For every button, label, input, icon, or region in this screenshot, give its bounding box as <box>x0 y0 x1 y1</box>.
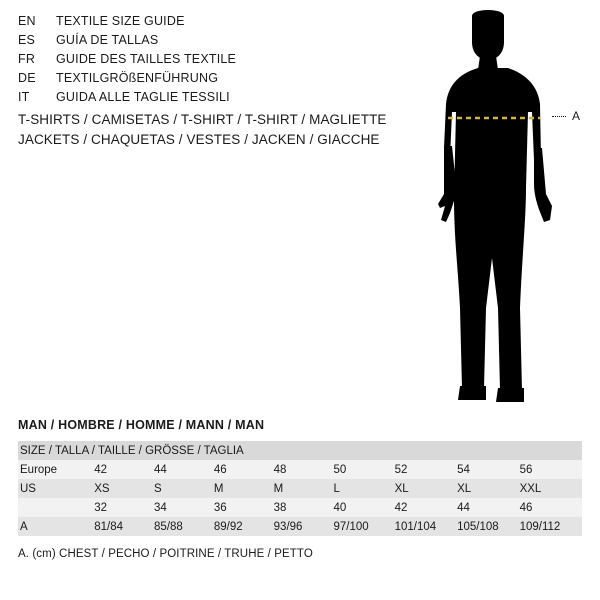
language-code: EN <box>18 14 36 28</box>
cell: M <box>214 479 274 498</box>
size-table <box>18 441 582 536</box>
language-code: DE <box>18 71 36 85</box>
category-jackets: JACKETS / CHAQUETAS / VESTES / JACKEN / GIACCHE <box>18 132 380 147</box>
cell: XL <box>395 479 457 498</box>
language-row <box>18 90 378 109</box>
cell: 44 <box>154 460 214 479</box>
language-code: ES <box>18 33 36 47</box>
table-row <box>18 479 582 498</box>
cell: 42 <box>94 460 154 479</box>
cell: XS <box>94 479 154 498</box>
cell: 38 <box>274 498 334 517</box>
cell: 40 <box>333 498 394 517</box>
language-row <box>18 71 378 90</box>
cell: 85/88 <box>154 517 214 536</box>
cell: 54 <box>457 460 519 479</box>
language-text: GUIDE DES TAILLES TEXTILE <box>56 52 237 66</box>
male-silhouette-figure <box>400 8 600 408</box>
table-row <box>18 498 582 517</box>
row-label: US <box>18 479 94 498</box>
category-headings <box>18 110 387 150</box>
row-label: A <box>18 517 94 536</box>
table-header-label: SIZE / TALLA / TAILLE / GRÖSSE / TAGLIA <box>18 441 582 460</box>
language-text: TEXTILGRÖßENFÜHRUNG <box>56 71 219 85</box>
cell: 56 <box>520 460 582 479</box>
cell: M <box>274 479 334 498</box>
cell: S <box>154 479 214 498</box>
cell: 50 <box>333 460 394 479</box>
cell: 42 <box>395 498 457 517</box>
language-text: GUÍA DE TALLAS <box>56 33 159 47</box>
cell: XL <box>457 479 519 498</box>
cell: 32 <box>94 498 154 517</box>
table-row <box>18 460 582 479</box>
cell: 109/112 <box>520 517 582 536</box>
cell: 81/84 <box>94 517 154 536</box>
table-title: MAN / HOMBRE / HOMME / MANN / MAN <box>18 418 265 432</box>
language-list <box>18 14 378 109</box>
cell: 97/100 <box>333 517 394 536</box>
language-text: TEXTILE SIZE GUIDE <box>56 14 185 28</box>
cell: XXL <box>520 479 582 498</box>
footnote: A. (cm) CHEST / PECHO / POITRINE / TRUHE / PETTO <box>18 548 313 560</box>
measure-leader-line <box>552 116 566 117</box>
cell: 105/108 <box>457 517 519 536</box>
language-text: GUIDA ALLE TAGLIE TESSILI <box>56 90 230 104</box>
language-code: FR <box>18 52 36 66</box>
language-row <box>18 14 378 33</box>
measure-label-a: A <box>572 109 581 123</box>
language-code: IT <box>18 90 30 104</box>
cell: 34 <box>154 498 214 517</box>
cell: 36 <box>214 498 274 517</box>
language-row <box>18 52 378 71</box>
cell: 52 <box>395 460 457 479</box>
row-label <box>18 498 94 517</box>
cell: 101/104 <box>395 517 457 536</box>
cell: 48 <box>274 460 334 479</box>
table-header-row <box>18 441 582 460</box>
category-tshirts: T-SHIRTS / CAMISETAS / T-SHIRT / T-SHIRT / MAGLIETTE <box>18 112 387 127</box>
table-row <box>18 517 582 536</box>
cell: L <box>333 479 394 498</box>
silhouette-icon <box>400 8 600 408</box>
cell: 46 <box>520 498 582 517</box>
language-row <box>18 33 378 52</box>
cell: 89/92 <box>214 517 274 536</box>
cell: 93/96 <box>274 517 334 536</box>
row-label: Europe <box>18 460 94 479</box>
cell: 46 <box>214 460 274 479</box>
cell: 44 <box>457 498 519 517</box>
